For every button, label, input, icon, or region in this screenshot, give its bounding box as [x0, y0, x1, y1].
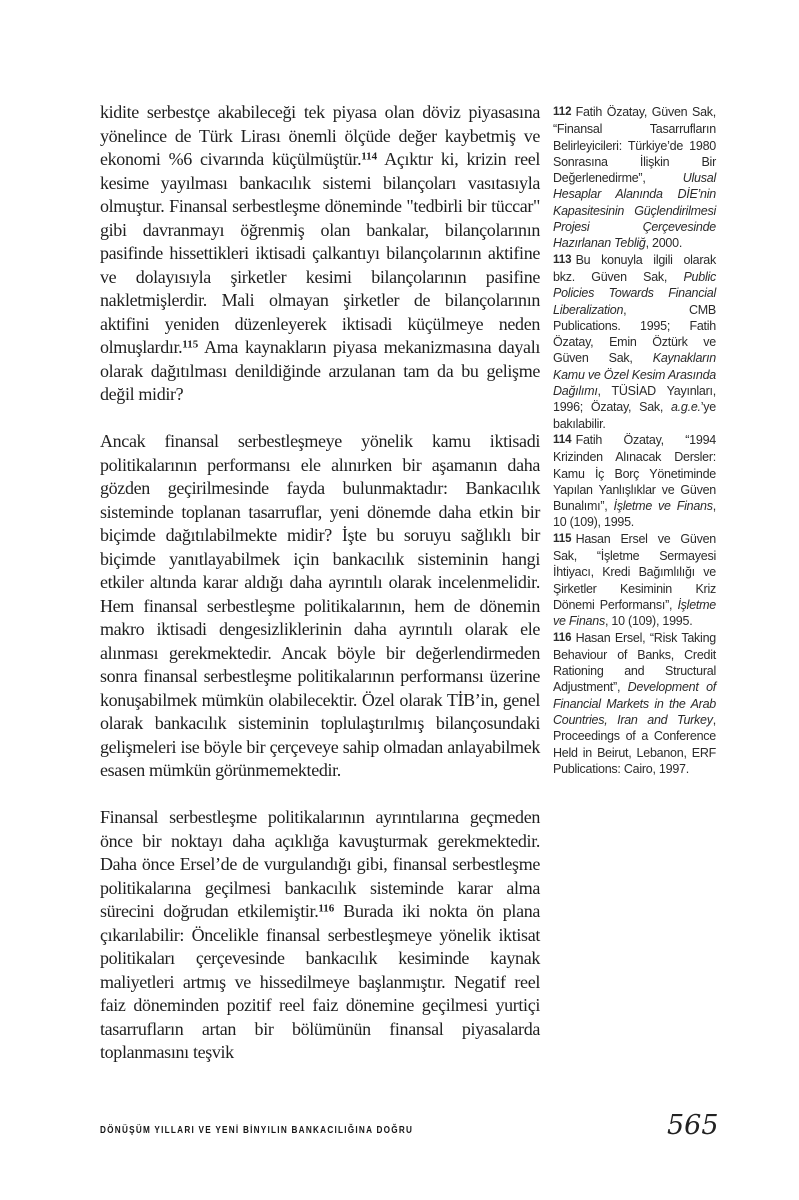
page-number: 565: [667, 1110, 719, 1141]
footnote-italic-title: Development of Financial Markets in the Arab Countries, Iran and Turkey: [553, 680, 716, 727]
footnote-italic-title: Ulusal Hesaplar Alanında DİE’nin Kapasitesinin Güçlendirilmesi Projesi Çerçevesinde Hazırlanan Tebliğ: [553, 171, 716, 251]
footnote-italic-title: İşletme ve Finans: [613, 499, 713, 514]
paragraph: Finansal serbestleşme politikalarının ayrıntılarına geçmeden önce bir noktayı daha açıklığa kavuşturmak gerekmektedir. Daha önce Ersel’de de vurgulandığı gibi, finansal serbestleşme politikalarına geçilmesi bankacılık sisteminde karar alma sürecini doğrudan etkilemiştir.$^{116}$ Burada iki nokta ön plana çıkarılabilir: Öncelikle finansal serbestleşmeye yönelik iktisat politikaları çerçevesinde bankacılık kesiminde kaynak maliyetleri artmış ve hissedilmeye başlanmıştır. Negatif reel faiz döneminden pozitif reel faiz dönemine geçilmesi yurtiçi tasarrufların artan bir bölümünün finansal piyasalarda toplanmasını teşvik: [100, 807, 540, 1062]
footnote-item: 112 Fatih Özatay, Güven Sak, “Finansal Tasarrufların Belirleyicileri: Türkiye’de 1980 Sonrasına İlişkin Bir Değerlenedirme”, Ulusal Hesaplar Alanında DİE’nin Kapasitesinin Güçlendirilmesi Projesi Çerçevesinde Hazırlanan Tebliğ, 2000.: [553, 105, 716, 251]
footnote-number: 114: [553, 433, 572, 446]
footnote-ref: 114: [361, 150, 378, 163]
footnote-ref: 115: [182, 338, 199, 351]
footnote-number: 116: [553, 631, 572, 644]
footnote-italic-title: Kaynakların Kamu ve Özel Kesim Arasında Dağılımı: [553, 351, 716, 399]
footnote-number: 115: [553, 532, 572, 545]
footnote-italic-title: Public Policies Towards Financial Liberalization: [553, 269, 716, 317]
running-title: DÖNÜŞÜM YILLARI VE YENİ BİNYILIN BANKACILIĞINA DOĞRU: [100, 1124, 414, 1136]
footnote-number: 112: [553, 106, 572, 118]
paragraph: kidite serbestçe akabileceği tek piyasa olan döviz piyasasına yönelince de Türk Lirası önemli ölçüde değer kaybetmiş ve ekonomi %6 civarında küçülmüştür.$^{114}$ Açıktır ki, krizin reel kesime yayılması bankacılık sistemi bilançoları vasıtasıyla olmuştur. Finansal serbestleşme döneminde "tedbirli bir tüccar" gibi davranmayı öğrenmiş olan bankalar, bilançolarının pasifinde hissettikleri iktisadi çalkantıyı bilançolarının aktifine ve dolayısıyla şirketler kesimi bilançolarının pasifine nakletmişlerdir. Mali olmayan şirketler de bilançolarının aktifini yeniden düzenleyerek iktisadi küçülmeye neden olmuşlardır.$^{115}$ Ama kaynakların piyasa mekanizmasına dayalı olarak dağıtılması denildiğinde arzulanan tam da bu gelişme değil midir?: [100, 102, 540, 404]
body-text: [100, 101, 540, 1065]
footnote-ref: 116: [318, 902, 335, 915]
footnotes: [553, 104, 716, 777]
footnote-item: 113 Bu konuyla ilgili olarak bkz. Güven Sak, Public Policies Towards Financial Liberalization, CMB Publications. 1995; Fatih Özatay, Emin Öztürk ve Güven Sak, Kaynakların Kamu ve Özel Kesim Arasında Dağılımı, TÜSİAD Yayınları, 1996; Özatay, Sak, a.g.e.’ye bakılabilir.: [553, 252, 716, 431]
footnote-italic-title: a.g.e.: [670, 400, 701, 415]
footnote-item: 116 Hasan Ersel, “Risk Taking Behaviour of Banks, Credit Rationing and Structural Adjustment”, Development of Financial Markets in the Arab Countries, Iran and Turkey, Proceedings of a Conference Held in Beirut, Lebanon, ERF Publications: Cairo, 1997.: [553, 630, 716, 776]
footnote-number: 113: [553, 253, 572, 266]
footnote-item: 114 Fatih Özatay, “1994 Krizinden Alınacak Dersler: Kamu İç Borç Yönetiminde Yapılan Yanlışlıklar ve Güven Bunalımı”, İşletme ve Finans, 10 (109), 1995.: [553, 432, 716, 530]
footnote-item: 115 Hasan Ersel ve Güven Sak, “İşletme Sermayesi İhtiyacı, Kredi Bağımlılığı ve Şirketler Kesiminin Kriz Dönemi Performansı”, İşletme ve Finans, 10 (109), 1995.: [553, 531, 716, 629]
paragraph: Ancak finansal serbestleşmeye yönelik kamu iktisadi politikalarının performansı ele alınırken bir aşamanın daha gözden geçirilmesinde fayda bulunmaktadır: Bankacılık sisteminde toplanan tasarruflar, yeni dönemde daha etkin bir biçimde dağıtılabilmekte midir? İşte bu soruyu sağlıklı bir biçimde yanıtlayabilmek için bankacılık sisteminin hangi etkiler altında karar aldığı daha ayrıntılı olarak incelenmelidir. Hem finansal serbestleşme politikalarının, hem de dönemin makro iktisadi dengesizliklerinin daha ayrıntılı olarak ele alınması gerekmektedir. Ancak böyle bir değerlendirmeden sonra finansal serbestleşme politikalarının performansı üzerine konuşabilmek mümkün olabilecektir. Özel olarak TİB’in, genel olarak bankacılık sisteminin toplulaştırılmış bilançosundaki gelişmeleri ise böyle bir çerçeveye sahip olmadan anlayabilmek esasen mümkün görünmemektedir.: [100, 431, 540, 780]
footnote-italic-title: İşletme ve Finans: [553, 597, 716, 629]
